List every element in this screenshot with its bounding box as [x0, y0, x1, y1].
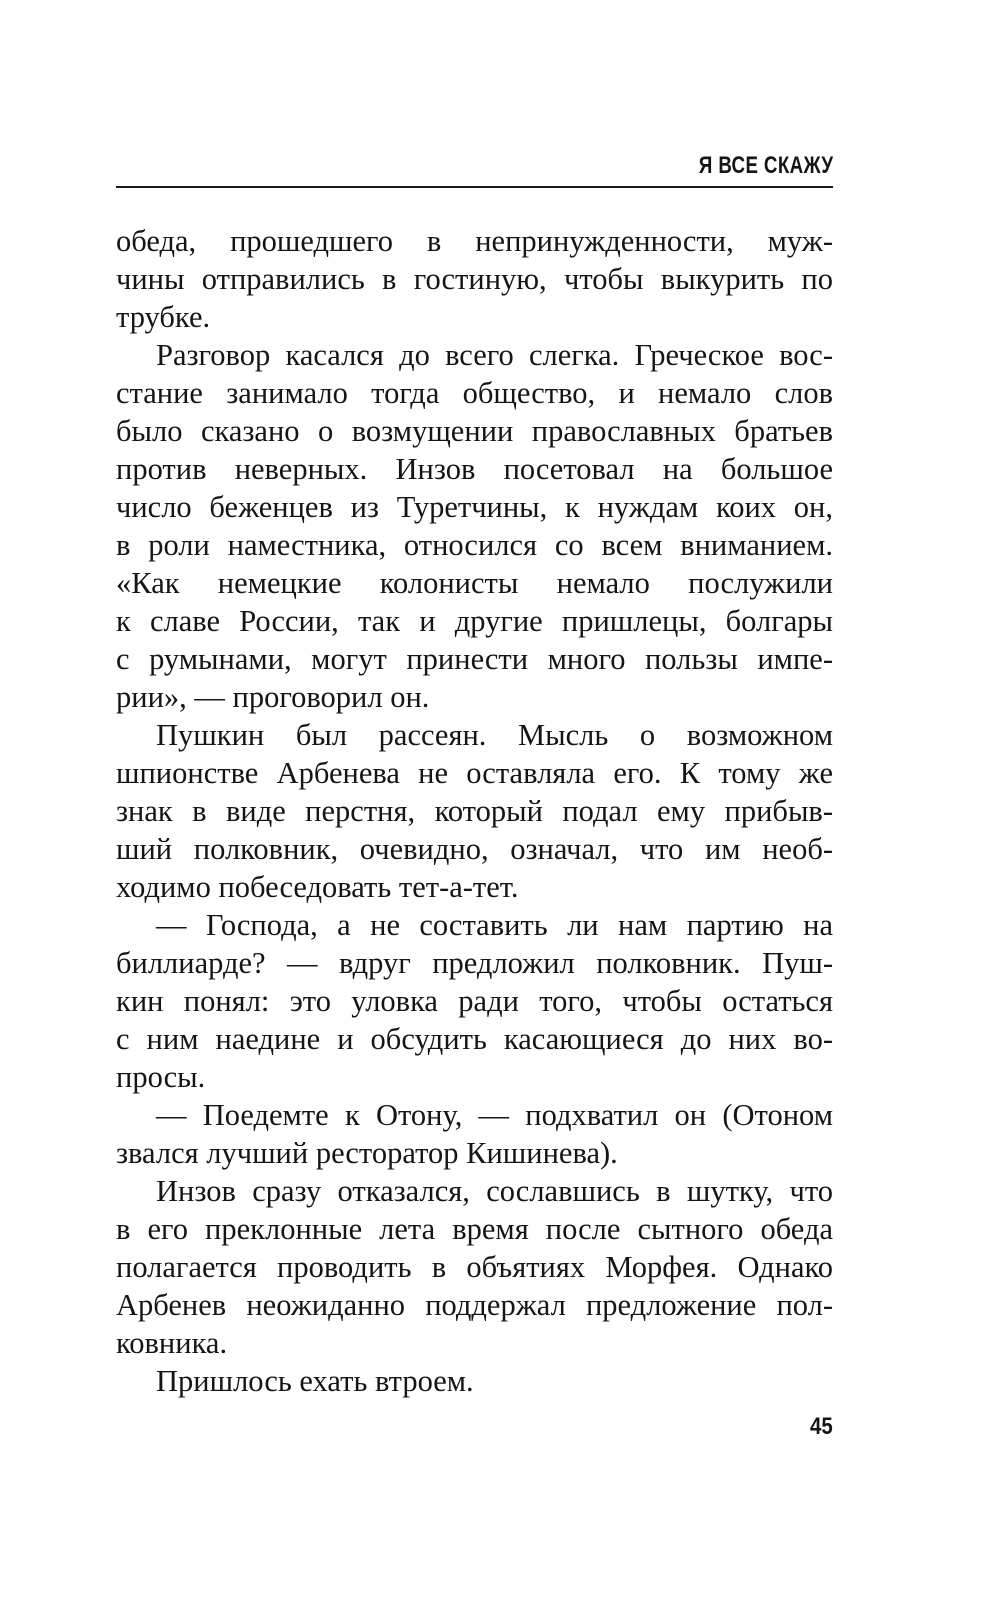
- text-line: стание занимало тогда общество, и немало слов: [116, 376, 833, 410]
- text-line: Арбенев неожиданно поддержал предложение пол-: [116, 1288, 833, 1322]
- text-line: к славе России, так и другие пришлецы, болгары: [116, 604, 833, 638]
- text-line: Разговор касался до всего слегка. Греческое вос-: [156, 338, 833, 372]
- text-line: биллиарде? — вдруг предложил полковник. Пуш-: [116, 946, 833, 980]
- text-line: шпионстве Арбенева не оставляла его. К тому же: [116, 756, 833, 790]
- text-line: Пришлось ехать втроем.: [156, 1364, 474, 1398]
- text-line: полагается проводить в объятиях Морфея. Однако: [116, 1250, 833, 1284]
- text-line: число беженцев из Туретчины, к нуждам коих он,: [116, 490, 833, 524]
- body-text: [116, 222, 833, 1400]
- running-header: [116, 148, 833, 188]
- text-line: кин понял: это уловка ради того, чтобы остаться: [116, 984, 833, 1018]
- text-line: с румынами, могут принести много пользы импе-: [116, 642, 833, 676]
- text-line: в его преклонные лета время после сытного обеда: [116, 1212, 833, 1246]
- text-line: рии», — проговорил он.: [116, 680, 430, 714]
- text-line: против неверных. Инзов посетовал на большое: [116, 452, 833, 486]
- text-line: трубке.: [116, 300, 211, 334]
- text-line: — Господа, а не составить ли нам партию на: [156, 908, 833, 942]
- text-line: чины отправились в гостиную, чтобы выкурить по: [116, 262, 833, 296]
- text-line: звался лучший ресторатор Кишинева).: [116, 1136, 618, 1170]
- text-line: с ним наедине и обсудить касающиеся до них во-: [116, 1022, 833, 1056]
- text-line: Пушкин был рассеян. Мысль о возможном: [156, 718, 833, 752]
- text-line: «Как немецкие колонисты немало послужили: [116, 566, 833, 600]
- text-line: Инзов сразу отказался, сославшись в шутку, что: [156, 1174, 833, 1208]
- text-line: ходимо побеседовать тет-а-тет.: [116, 870, 519, 904]
- page-number: 45: [810, 1413, 833, 1440]
- text-line: обеда, прошедшего в непринужденности, муж-: [116, 224, 833, 258]
- text-line: в роли наместника, относился со всем вниманием.: [116, 528, 833, 562]
- text-line: — Поедемте к Отону, — подхватил он (Отоном: [156, 1098, 833, 1132]
- text-line: просы.: [116, 1060, 206, 1094]
- text-line: ковника.: [116, 1326, 228, 1360]
- running-title: Я ВСЕ СКАЖУ: [698, 152, 833, 179]
- text-line: было сказано о возмущении православных братьев: [116, 414, 833, 448]
- text-line: ший полковник, очевидно, означал, что им необ-: [116, 832, 833, 866]
- text-line: знак в виде перстня, который подал ему прибыв-: [116, 794, 833, 828]
